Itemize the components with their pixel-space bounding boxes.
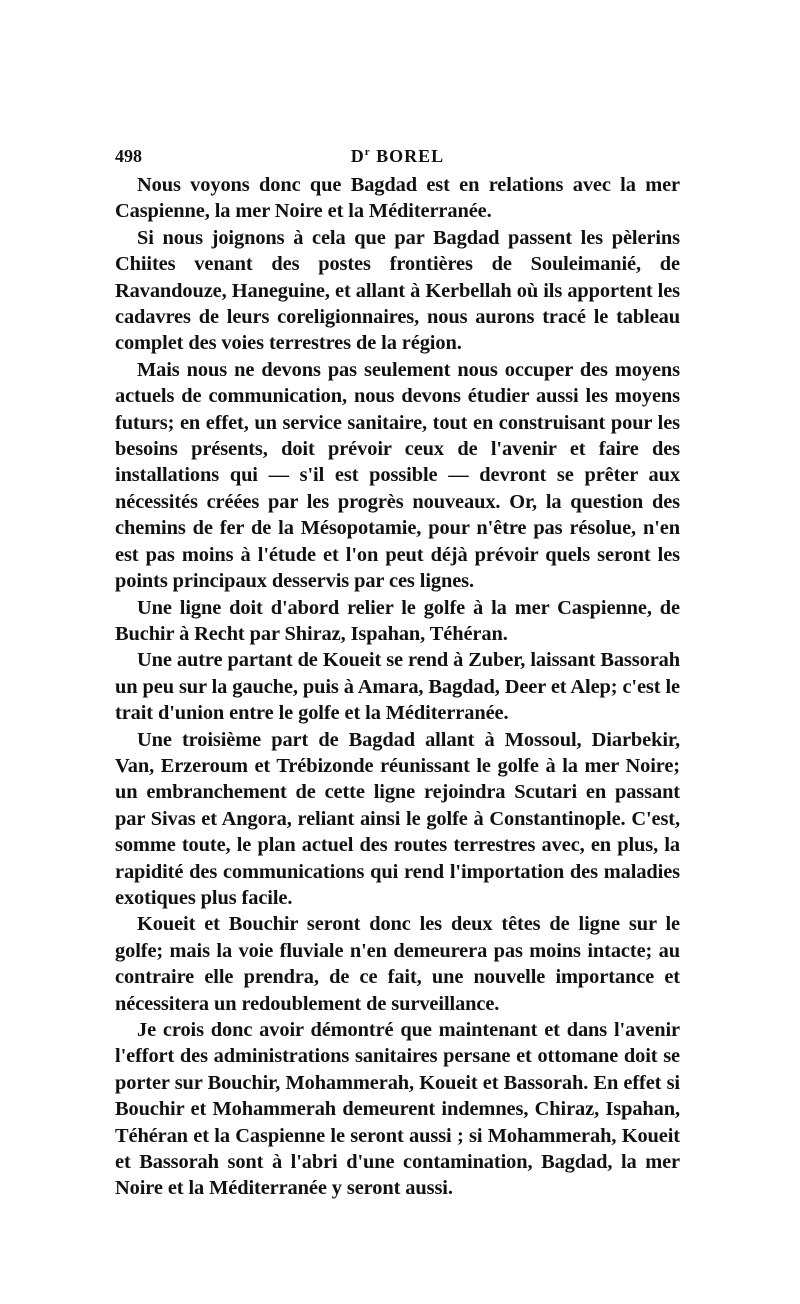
paragraph: Une autre partant de Koueit se rend à Zuber, laissant Bassorah un peu sur la gauche, puis à Amara, Bagdad, Deer et Alep; c'est le trait d'union entre le golfe et la Méditerranée. [115,649,680,725]
paragraph: Koueit et Bouchir seront donc les deux têtes de ligne sur le golfe; mais la voie fluviale n'en demeurera pas moins intacte; au contraire elle prendra, de ce fait, une nouvelle importance et nécessitera un redoublement de surveillance. [115,913,680,1015]
body-text [115,172,680,1202]
author-prefix: D [350,146,365,166]
paragraph: Une ligne doit d'abord relier le golfe à la mer Caspienne, de Buchir à Recht par Shiraz, Ispahan, Téhéran. [115,596,680,645]
page-number: 498 [115,146,142,166]
paragraph: Nous voyons donc que Bagdad est en relations avec la mer Caspienne, la mer Noire et la Méditerranée. [115,174,680,223]
paragraph: Une troisième part de Bagdad allant à Mossoul, Diarbekir, Van, Erzeroum et Trébizonde réunissant le golfe à la mer Noire; un embranchement de cette ligne rejoindra Scutari en passant par Sivas et Angora, reliant ainsi le golfe à Constantinople. C'est, somme toute, le plan actuel des routes terrestres avec, en plus, la rapidité des communications qui rend l'importation des maladies exotiques plus facile. [115,728,680,909]
book-page [115,140,680,1202]
running-title [115,146,680,167]
author-name: BOREL [376,146,445,166]
paragraph: Je crois donc avoir démontré que maintenant et dans l'avenir l'effort des administrations sanitaires persane et ottomane doit se porter sur Bouchir, Mohammerah, Koueit et Bassorah. En effet si Bouchir et Mohammerah demeurent indemnes, Chiraz, Ispahan, Téhéran et la Caspienne le seront aussi ; si Mohammerah, Koueit et Bassorah sont à l'abri d'une contamination, Bagdad, la mer Noire et la Méditerranée y seront aussi. [115,1019,680,1200]
paragraph: Si nous joignons à cela que par Bagdad passent les pèlerins Chiites venant des postes frontières de Souleimanié, de Ravandouze, Haneguine, et allant à Kerbellah où ils apportent les cadavres de leurs coreligionnaires, nous aurons tracé le tableau complet des voies terrestres de la région. [115,226,680,355]
author-prefix-superscript: r [364,146,371,158]
running-head [115,140,680,170]
paragraph: Mais nous ne devons pas seulement nous occuper des moyens actuels de communication, nous devons étudier aussi les moyens futurs; en effet, un service sanitaire, tout en construisant pour les besoins présents, doit prévoir ceux de l'avenir et faire des installations qui — s'il est possible — devront se prêter aux nécessités créées par les progrès nouveaux. Or, la question des chemins de fer de la Mésopotamie, pour n'être pas résolue, n'en est pas moins à l'étude et l'on peut déjà prévoir quels seront les points principaux desservis par ces lignes. [115,358,680,593]
